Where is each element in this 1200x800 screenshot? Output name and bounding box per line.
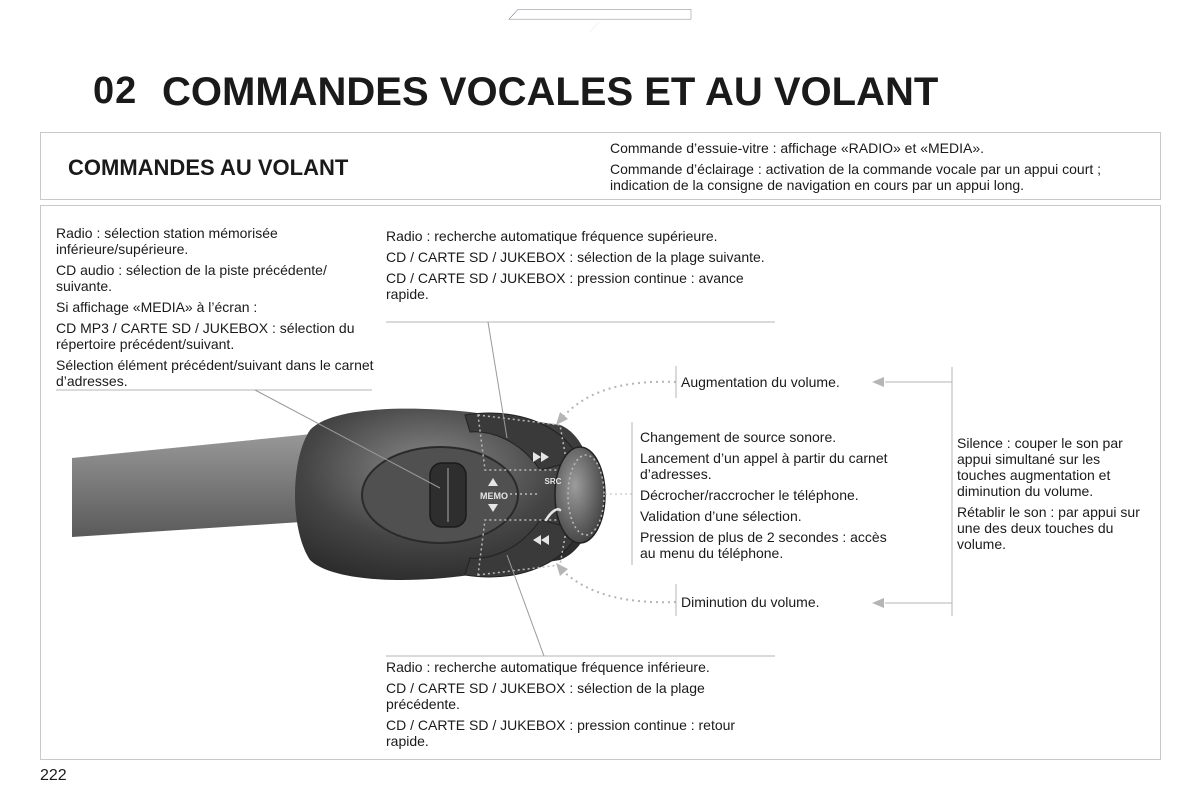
top-line: Radio : recherche automatique fréquence supérieure. [386, 228, 718, 244]
top-description [386, 228, 776, 307]
silence-description [957, 435, 1152, 557]
top-line: CD / CARTE SD / JUKEBOX : sélection de la plage suivante. [386, 249, 765, 265]
left-line: Radio : sélection station mémorisée inférieure/supérieure. [56, 225, 278, 257]
bottom-description [386, 659, 776, 754]
left-line: Si affichage «MEDIA» à l’écran : [56, 299, 258, 315]
silence-line: Rétablir le son : par appui sur une des deux touches du volume. [957, 504, 1140, 552]
chapter-number: 02 [93, 70, 138, 112]
section-title: COMMANDES AU VOLANT [68, 155, 349, 180]
left-line: Sélection élément précédent/suivant dans le carnet d’adresses. [56, 357, 374, 389]
bottom-line: CD / CARTE SD / JUKEBOX : sélection de la plage précédente. [386, 680, 705, 712]
src-line: Changement de source sonore. [640, 429, 837, 445]
silence-line: Silence : couper le son par appui simultané sur les touches augmentation et diminution du volume. [957, 435, 1123, 499]
src-line: Pression de plus de 2 secondes : accès au menu du téléphone. [640, 529, 887, 561]
bottom-line: Radio : recherche automatique fréquence inférieure. [386, 659, 710, 675]
volume-up-label: Augmentation du volume. [681, 374, 840, 390]
bottom-line: CD / CARTE SD / JUKEBOX : pression continue : retour rapide. [386, 717, 736, 749]
left-description [56, 225, 376, 394]
left-line: CD audio : sélection de la piste précédente/ suivante. [56, 262, 327, 294]
src-line: Lancement d’un appel à partir du carnet d’adresses. [640, 450, 888, 482]
volume-down-label: Diminution du volume. [681, 594, 820, 610]
chapter-title: COMMANDES VOCALES ET AU VOLANT [162, 70, 939, 114]
src-line: Décrocher/raccrocher le téléphone. [640, 487, 859, 503]
page-number: 222 [40, 767, 67, 784]
src-label: SRC [544, 477, 562, 486]
left-line: CD MP3 / CARTE SD / JUKEBOX : sélection du répertoire précédent/suivant. [56, 320, 355, 352]
lighting-note: Commande d’éclairage : activation de la commande vocale par un appui court ; indication de la consigne de navigation en cours par un appui long. [610, 161, 1102, 193]
wiper-note: Commande d’essuie-vitre : affichage «RADIO» et «MEDIA». [610, 140, 985, 156]
memo-label: MEMO [480, 491, 508, 501]
src-description [640, 429, 900, 566]
top-line: CD / CARTE SD / JUKEBOX : pression continue : avance rapide. [386, 270, 744, 302]
src-line: Validation d’une sélection. [640, 508, 802, 524]
